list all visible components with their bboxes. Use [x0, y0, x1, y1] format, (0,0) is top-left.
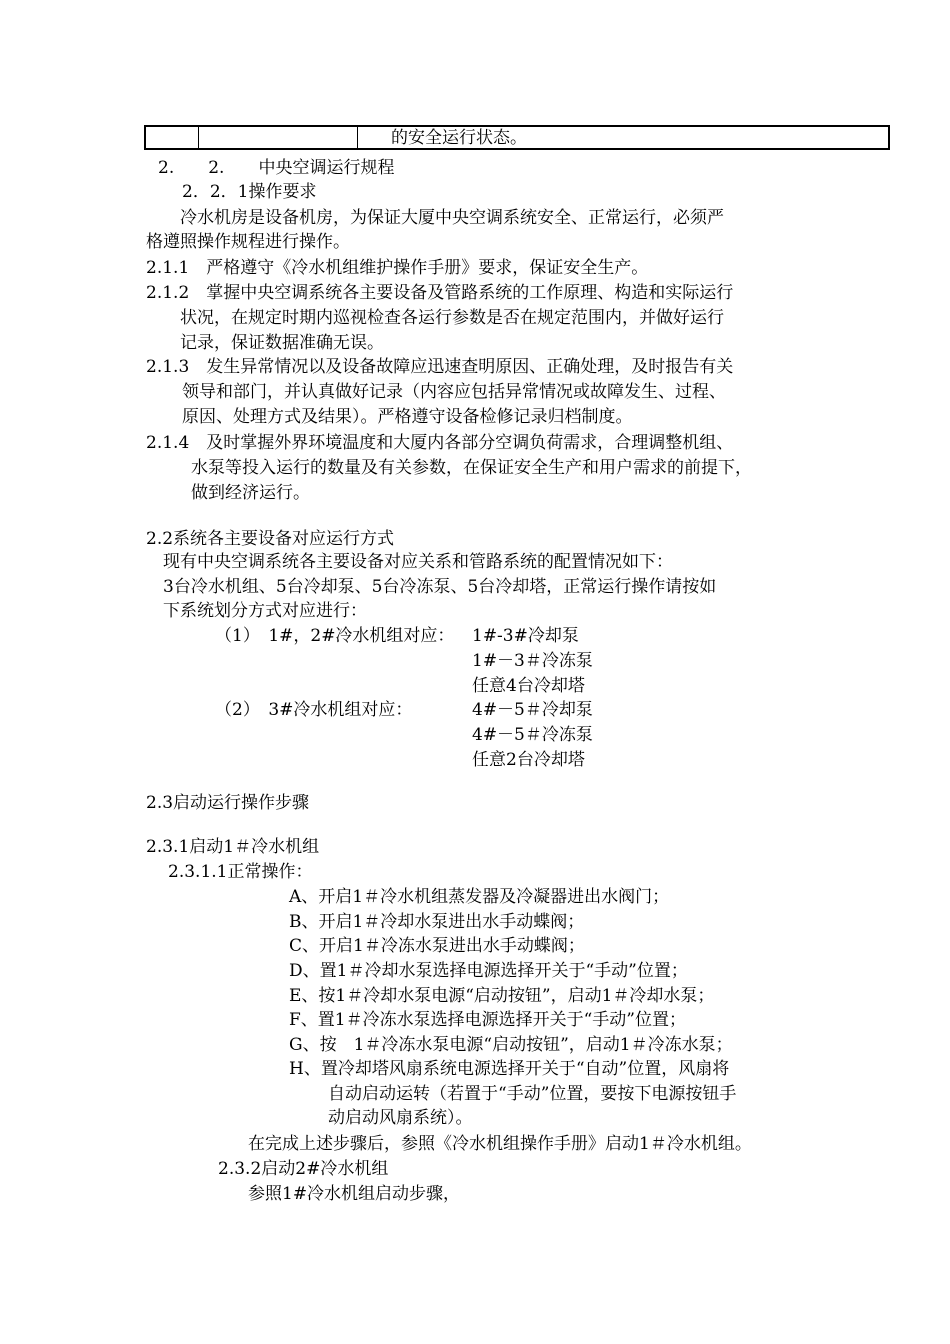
step-f: F、置1＃冷冻水泵选择电源选择开关于“手动”位置； [289, 1010, 686, 1030]
step-h-cont: 动启动风扇系统）。 [328, 1108, 473, 1128]
group-2-towers: 任意2台冷却塔 [472, 750, 585, 770]
list-item-2-1-2-cont: 记录，保证数据准确无误。 [180, 333, 384, 353]
step-e: E、按1＃冷却水泵电源“启动按钮”，启动1＃冷却水泵； [289, 986, 715, 1006]
group-2-cooling-pumps: 4#－5＃冷却泵 [472, 700, 593, 720]
table-row [144, 125, 890, 150]
step-h-cont: 自动启动运转（若置于“手动”位置，要按下电源按钮手 [328, 1084, 737, 1104]
step-d: D、置1＃冷却水泵选择电源选择开关于“手动”位置； [289, 961, 688, 981]
group-1-towers: 任意4台冷却塔 [472, 676, 585, 696]
subsection-heading-2-2-1: 2．2．1操作要求 [182, 182, 317, 202]
subsection-heading-2-3-1-1: 2.3.1.1正常操作： [168, 862, 313, 882]
paragraph-line: 冷水机房是设备机房，为保证大厦中央空调系统安全、正常运行，必须严 [163, 208, 724, 228]
list-item-2-1-3-cont: 原因、处理方式及结果）。严格遵守设备检修记录归档制度。 [182, 407, 633, 427]
list-item-2-1-2: 2.1.2 掌握中央空调系统各主要设备及管路系统的工作原理、构造和实际运行 [146, 283, 734, 303]
step-b: B、开启1＃冷却水泵进出水手动蝶阀； [289, 912, 585, 932]
paragraph-line: 3台冷水机组、5台冷却泵、5台冷冻泵、5台冷却塔，正常运行操作请按如 [163, 577, 717, 597]
paragraph-line: 格遵照操作规程进行操作。 [146, 232, 350, 252]
subsection-heading-2-3-1: 2.3.1启动1＃冷水机组 [146, 837, 320, 857]
paragraph-line: 下系统划分方式对应进行： [163, 601, 367, 621]
after-steps-note: 在完成上述步骤后，参照《冷水机组操作手册》启动1＃冷水机组。 [248, 1134, 752, 1154]
list-item-2-1-3: 2.1.3 发生异常情况以及设备故障应迅速查明原因、正确处理，及时报告有关 [146, 357, 734, 377]
group-2-chilled-pumps: 4#－5＃冷冻泵 [472, 725, 593, 745]
section-heading-2-3: 2.3启动运行操作步骤 [146, 793, 310, 813]
section-heading-2-2-system: 2.2系统各主要设备对应运行方式 [146, 529, 395, 549]
table-cell-2 [198, 127, 358, 148]
paragraph-line: 参照1#冷水机组启动步骤， [248, 1184, 461, 1204]
group-2-label: （2） 3#冷水机组对应： [215, 700, 413, 720]
paragraph-line: 现有中央空调系统各主要设备对应关系和管路系统的配置情况如下： [163, 552, 673, 572]
step-h: H、置冷却塔风扇系统电源选择开关于“自动”位置，风扇将 [289, 1059, 730, 1079]
table-cell-1 [146, 127, 199, 148]
section-heading-2-2: 2. 2. 中央空调运行规程 [158, 158, 395, 178]
group-1-chilled-pumps: 1#－3＃冷冻泵 [472, 651, 593, 671]
list-item-2-1-4-cont: 水泵等投入运行的数量及有关参数，在保证安全生产和用户需求的前提下， [191, 458, 752, 478]
list-item-2-1-2-cont: 状况，在规定时期内巡视检查各运行参数是否在规定范围内，并做好运行 [180, 308, 724, 328]
list-item-2-1-4-cont: 做到经济运行。 [191, 483, 310, 503]
group-1-label: （1） 1#，2#冷水机组对应： [215, 626, 455, 646]
step-a: A、开启1＃冷水机组蒸发器及冷凝器进出水阀门； [289, 887, 670, 907]
list-item-2-1-4: 2.1.4 及时掌握外界环境温度和大厦内各部分空调负荷需求，合理调整机组、 [146, 433, 734, 453]
table-cell-3: 的安全运行状态。 [391, 128, 527, 148]
list-item-2-1-1: 2.1.1 严格遵守《冷水机组维护操作手册》要求，保证安全生产。 [146, 258, 649, 278]
subsection-heading-2-3-2: 2.3.2启动2#冷水机组 [218, 1159, 389, 1179]
list-item-2-1-3-cont: 领导和部门，并认真做好记录（内容应包括异常情况或故障发生、过程、 [182, 382, 726, 402]
step-c: C、开启1＃冷冻水泵进出水手动蝶阀； [289, 936, 585, 956]
step-g: G、按 1＃冷冻水泵电源“启动按钮”，启动1＃冷冻水泵； [289, 1035, 733, 1055]
group-1-cooling-pumps: 1#-3#冷却泵 [472, 626, 579, 646]
